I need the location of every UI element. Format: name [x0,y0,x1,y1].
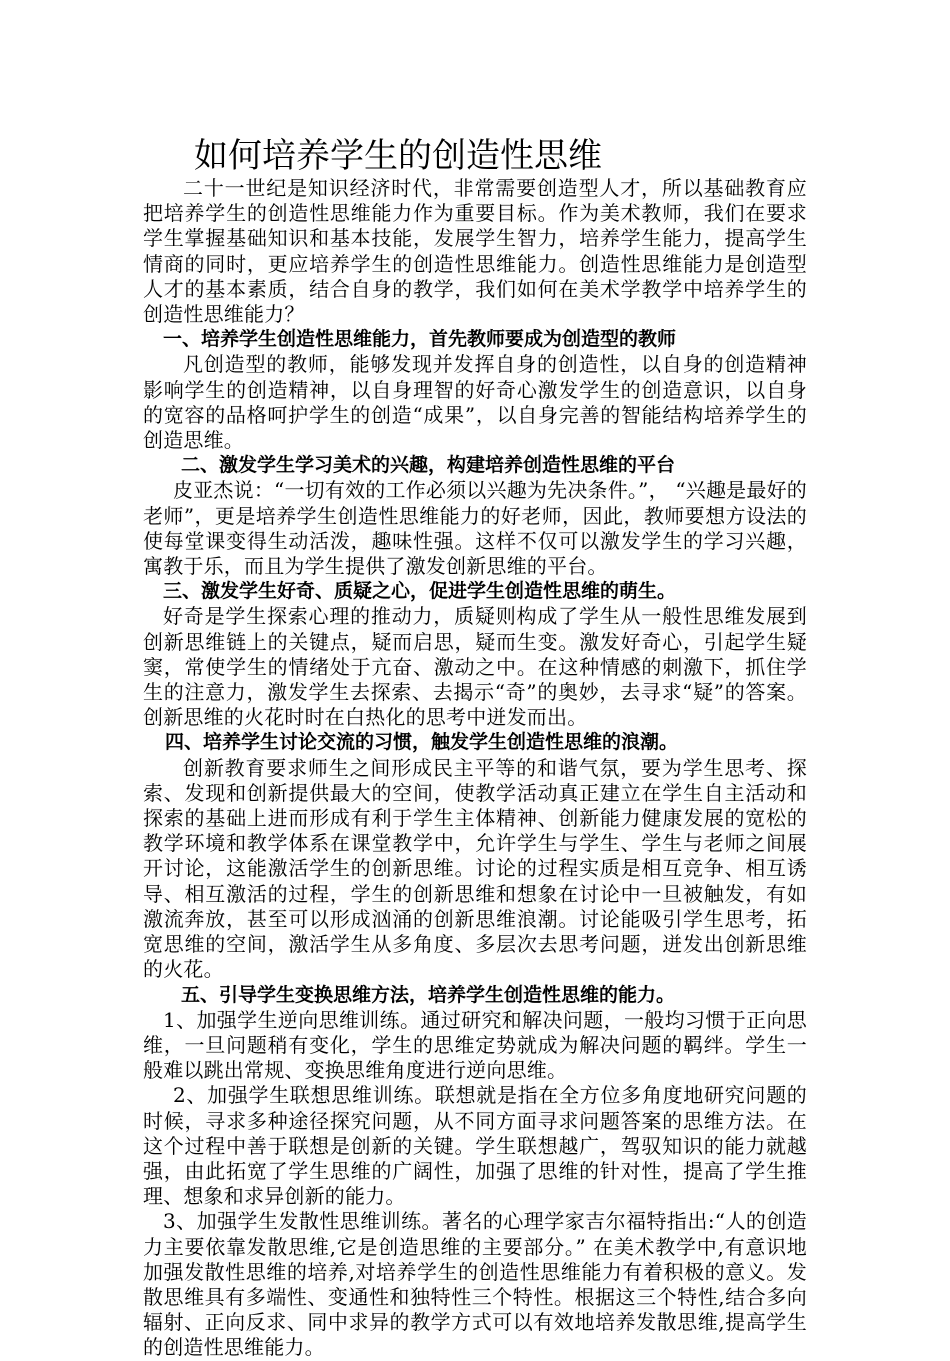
document-title: 如何培养学生的创造性思维 [194,136,602,176]
intro-paragraph: 二十一世纪是知识经济时代，非常需要创造型人才，所以基础教育应把培养学生的创造性思维能力作为重要目标。作为美术教师，我们在要求学生掌握基础知识和基本技能，发展学生智力，培养学生能力，提高学生情商的同时，更应培养学生的创造性思维能力。创造性思维能力是创造型人才的基本素质，结合自身的教学，我们如何在美术学教学中培养学生的创造性思维能力？ [143,176,807,327]
section-4-paragraph-1: 创新教育要求师生之间形成民主平等的和谐气氛，要为学生思考、探索、发现和创新提供最大的空间，使教学活动真正建立在学生自主活动和探索的基础上进而形成有利于学生主体精神、创新能力健康发展的宽松的教学环境和教学体系在课堂教学中，允许学生与学生、学生与老师之间展开讨论，这能激活学生的创新思维。讨论的过程实质是相互竞争、相互诱导、相互激活的过程，学生的创新思维和想象在讨论中一旦被触发，有如激流奔放，甚至可以形成汹涌的创新思维浪潮。讨论能吸引学生思考，拓宽思维的空间，激活学生从多角度、多层次去思考问题，迸发出创新思维的火花。 [143,755,807,982]
section-2-paragraph-1: 皮亚杰说：“一切有效的工作必须以兴趣为先决条件。”， “兴趣是最好的老师”，更是培养学生创造性思维能力的好老师，因此，教师要想方设法的使每堂课变得生动活泼，趣味性强。这样不仅可以激发学生的学习兴趣，寓教于乐，而且为学生提供了激发创新思维的平台。 [143,478,807,579]
section-1-paragraph-1: 凡创造型的教师，能够发现并发挥自身的创造性，以自身的创造精神影响学生的创造精神，以自身理智的好奇心激发学生的创造意识，以自身的宽容的品格呵护学生的创造“成果”，以自身完善的智能结构培养学生的创造思维。 [143,352,807,453]
document-body [143,176,807,1361]
section-3-paragraph-1: 好奇是学生探索心理的推动力，质疑则构成了学生从一般性思维发展到创新思维链上的关键点，疑而启思，疑而生变。激发好奇心，引起学生疑窦，常使学生的情绪处于亢奋、激动之中。在这种情感的刺激下，抓住学生的注意力，激发学生去探索、去揭示“奇”的奥妙，去寻求“疑”的答案。创新思维的火花时时在白热化的思考中迸发而出。 [143,604,807,730]
section-5-paragraph-3: 3、加强学生发散性思维训练。著名的心理学家吉尔福特指出:“人的创造力主要依靠发散思维,它是创造思维的主要部分。” 在美术教学中,有意识地加强发散性思维的培养,对培养学生的创造性思维能力有着积极的意义。发散思维具有多端性、变通性和独特性三个特性。根据这三个特性,结合多向辐射、正向反求、同中求异的教学方式可以有效地培养发散思维,提高学生的创造性思维能力。 [143,1209,807,1360]
section-heading-4: 四、培养学生讨论交流的习惯，触发学生创造性思维的浪潮。 [165,731,679,754]
section-5-paragraph-1: 1、加强学生逆向思维训练。通过研究和解决问题，一般均习惯于正向思维，一旦问题稍有变化，学生的思维定势就成为解决问题的羁绊。学生一般难以跳出常规、变换思维角度进行逆向思维。 [143,1007,807,1083]
section-heading-3: 三、激发学生好奇、质疑之心，促进学生创造性思维的萌生。 [163,580,677,603]
section-heading-1: 一、培养学生创造性思维能力，首先教师要成为创造型的教师 [163,328,677,351]
section-5-paragraph-2: 2、加强学生联想思维训练。联想就是指在全方位多角度地研究问题的时候，寻求多种途径探究问题，从不同方面寻求问题答案的思维方法。在这个过程中善于联想是创新的关键。学生联想越广，驾驭知识的能力就越强，由此拓宽了学生思维的广阔性，加强了思维的针对性，提高了学生推理、想象和求异创新的能力。 [143,1083,807,1209]
section-heading-5: 五、引导学生变换思维方法，培养学生创造性思维的能力。 [181,983,676,1006]
section-heading-2: 二、激发学生学习美术的兴趣，构建培养创造性思维的平台 [181,454,676,477]
